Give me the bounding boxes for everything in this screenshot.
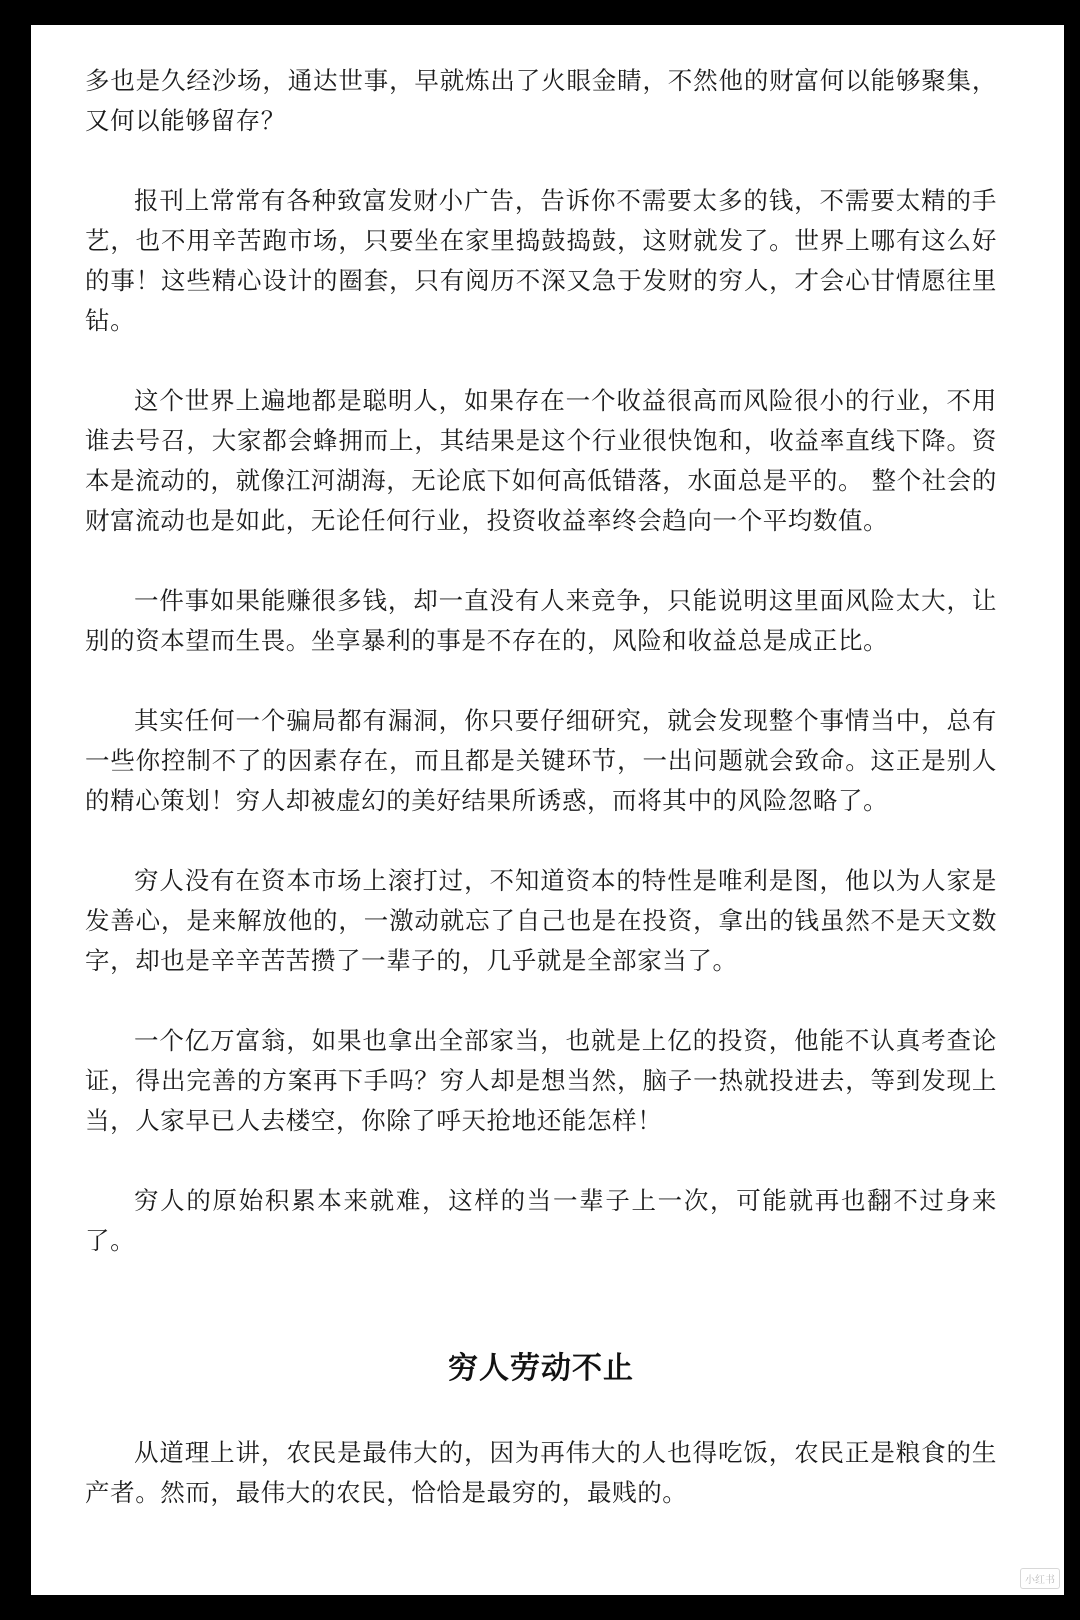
watermark-logo: 小红书 bbox=[1020, 1568, 1060, 1589]
paragraph: 一件事如果能赚很多钱，却一直没有人来竞争，只能说明这里面风险太大，让别的资本望而生畏。坐享暴利的事是不存在的，风险和收益总是成正比。 bbox=[85, 586, 997, 655]
paragraph: 穷人没有在资本市场上滚打过，不知道资本的特性是唯利是图，他以为人家是发善心，是来解放他的，一激动就忘了自己也是在投资，拿出的钱虽然不是天文数字，却也是辛辛苦苦攒了一辈子的，几乎就是全部家当了。 bbox=[85, 866, 997, 975]
paragraph: 一个亿万富翁，如果也拿出全部家当，也就是上亿的投资，他能不认真考查论证，得出完善的方案再下手吗？穷人却是想当然，脑子一热就投进去，等到发现上当，人家早已人去楼空，你除了呼天抢地还能怎样！ bbox=[85, 1026, 997, 1135]
paragraph: 这个世界上遍地都是聪明人，如果存在一个收益很高而风险很小的行业，不用谁去号召，大家都会蜂拥而上，其结果是这个行业很快饱和，收益率直线下降。资本是流动的，就像江河湖海，无论底下如何高低错落，水面总是平的。 整个社会的财富流动也是如此，无论任何行业，投资收益率终会趋向一个平均数值。 bbox=[85, 386, 997, 535]
paragraph-continued: 多也是久经沙场，通达世事，早就炼出了火眼金睛，不然他的财富何以能够聚集，又何以能够留存？ bbox=[85, 66, 997, 135]
paragraph: 从道理上讲，农民是最伟大的，因为再伟大的人也得吃饭，农民正是粮食的生产者。然而，最伟大的农民，恰恰是最穷的，最贱的。 bbox=[85, 1438, 997, 1507]
paragraph: 报刊上常常有各种致富发财小广告，告诉你不需要太多的钱，不需要太精的手艺，也不用辛苦跑市场，只要坐在家里捣鼓捣鼓，这财就发了。世界上哪有这么好的事！这些精心设计的圈套，只有阅历不深又急于发财的穷人，才会心甘情愿往里钻。 bbox=[85, 186, 997, 335]
text-body bbox=[85, 61, 997, 1553]
paragraph: 其实任何一个骗局都有漏洞，你只要仔细研究，就会发现整个事情当中，总有一些你控制不了的因素存在，而且都是关键环节，一出问题就会致命。这正是别人的精心策划！穷人却被虚幻的美好结果所诱惑，而将其中的风险忽略了。 bbox=[85, 706, 997, 815]
document-page bbox=[30, 24, 1065, 1596]
paragraph: 穷人的原始积累本来就难，这样的当一辈子上一次，可能就再也翻不过身来了。 bbox=[85, 1186, 997, 1255]
section-heading: 穷人劳动不止 bbox=[448, 1351, 634, 1386]
